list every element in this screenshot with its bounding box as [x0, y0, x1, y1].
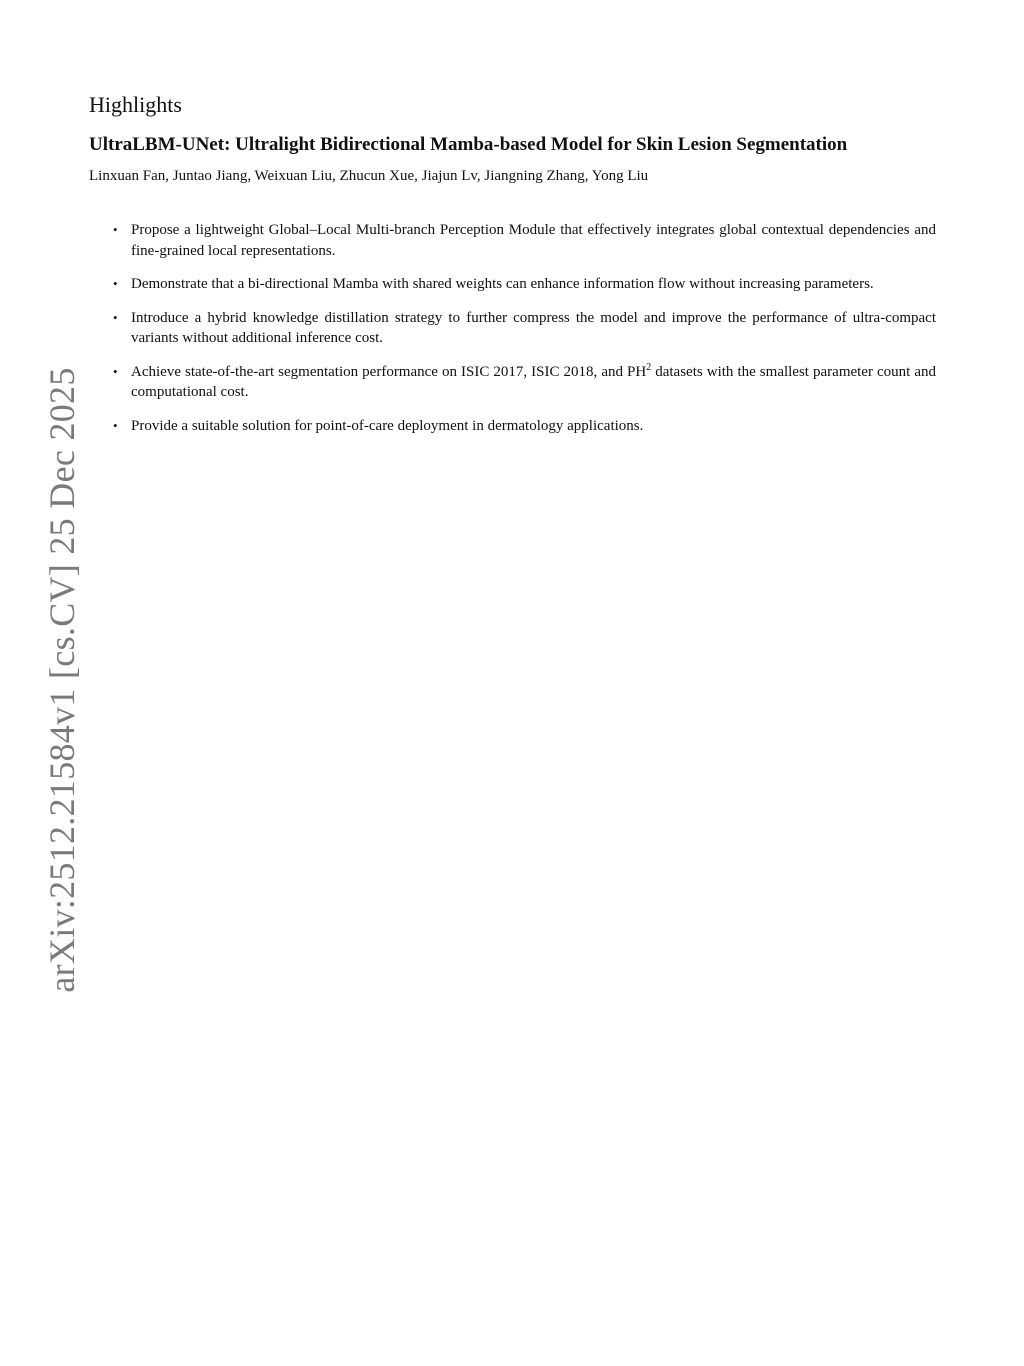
highlight-item — [89, 274, 936, 295]
highlight-item — [89, 416, 936, 437]
highlight-text: Demonstrate that a bi-directional Mamba with shared weights can enhance information flow without increasing parameters. — [131, 276, 874, 292]
bullet-icon: • — [113, 309, 118, 325]
paper-title: UltraLBM-UNet: Ultralight Bidirectional Mamba-based Model for Skin Lesion Segmentation — [89, 134, 848, 155]
highlight-text — [131, 361, 937, 401]
highlight-text: Introduce a hybrid knowledge distillation strategy to further compress the model and improve the performance of ultra-compact variants without additional inference cost. — [131, 309, 936, 346]
highlight-item — [89, 362, 936, 403]
highlight-text-part: Achieve state-of-the-art segmentation performance on ISIC 2017, ISIC 2018, and PH — [131, 363, 647, 380]
bullet-icon: • — [113, 417, 118, 433]
arxiv-side-stamp: arXiv:2512.21584v1 [cs.CV] 25 Dec 2025 — [42, 367, 82, 993]
superscript: 2 — [646, 361, 652, 373]
highlights-list — [89, 220, 936, 436]
highlight-item — [89, 308, 936, 349]
bullet-icon: • — [113, 276, 118, 291]
bullet-icon: • — [113, 222, 118, 237]
highlight-item — [89, 220, 936, 261]
highlight-text-part: datasets with the smallest parameter count and computational cost. — [131, 363, 937, 400]
section-heading: Highlights — [89, 92, 182, 117]
bullet-icon: • — [113, 363, 118, 379]
highlight-text: Propose a lightweight Global–Local Multi-branch Perception Module that effectively integrates global contextual dependencies and fine-grained local representations. — [131, 222, 936, 259]
highlights-page — [89, 88, 936, 449]
author-list: Linxuan Fan, Juntao Jiang, Weixuan Liu, Zhucun Xue, Jiajun Lv, Jiangning Zhang, Yong Liu — [89, 168, 649, 184]
highlight-text: Provide a suitable solution for point-of-care deployment in dermatology applications. — [131, 417, 644, 434]
